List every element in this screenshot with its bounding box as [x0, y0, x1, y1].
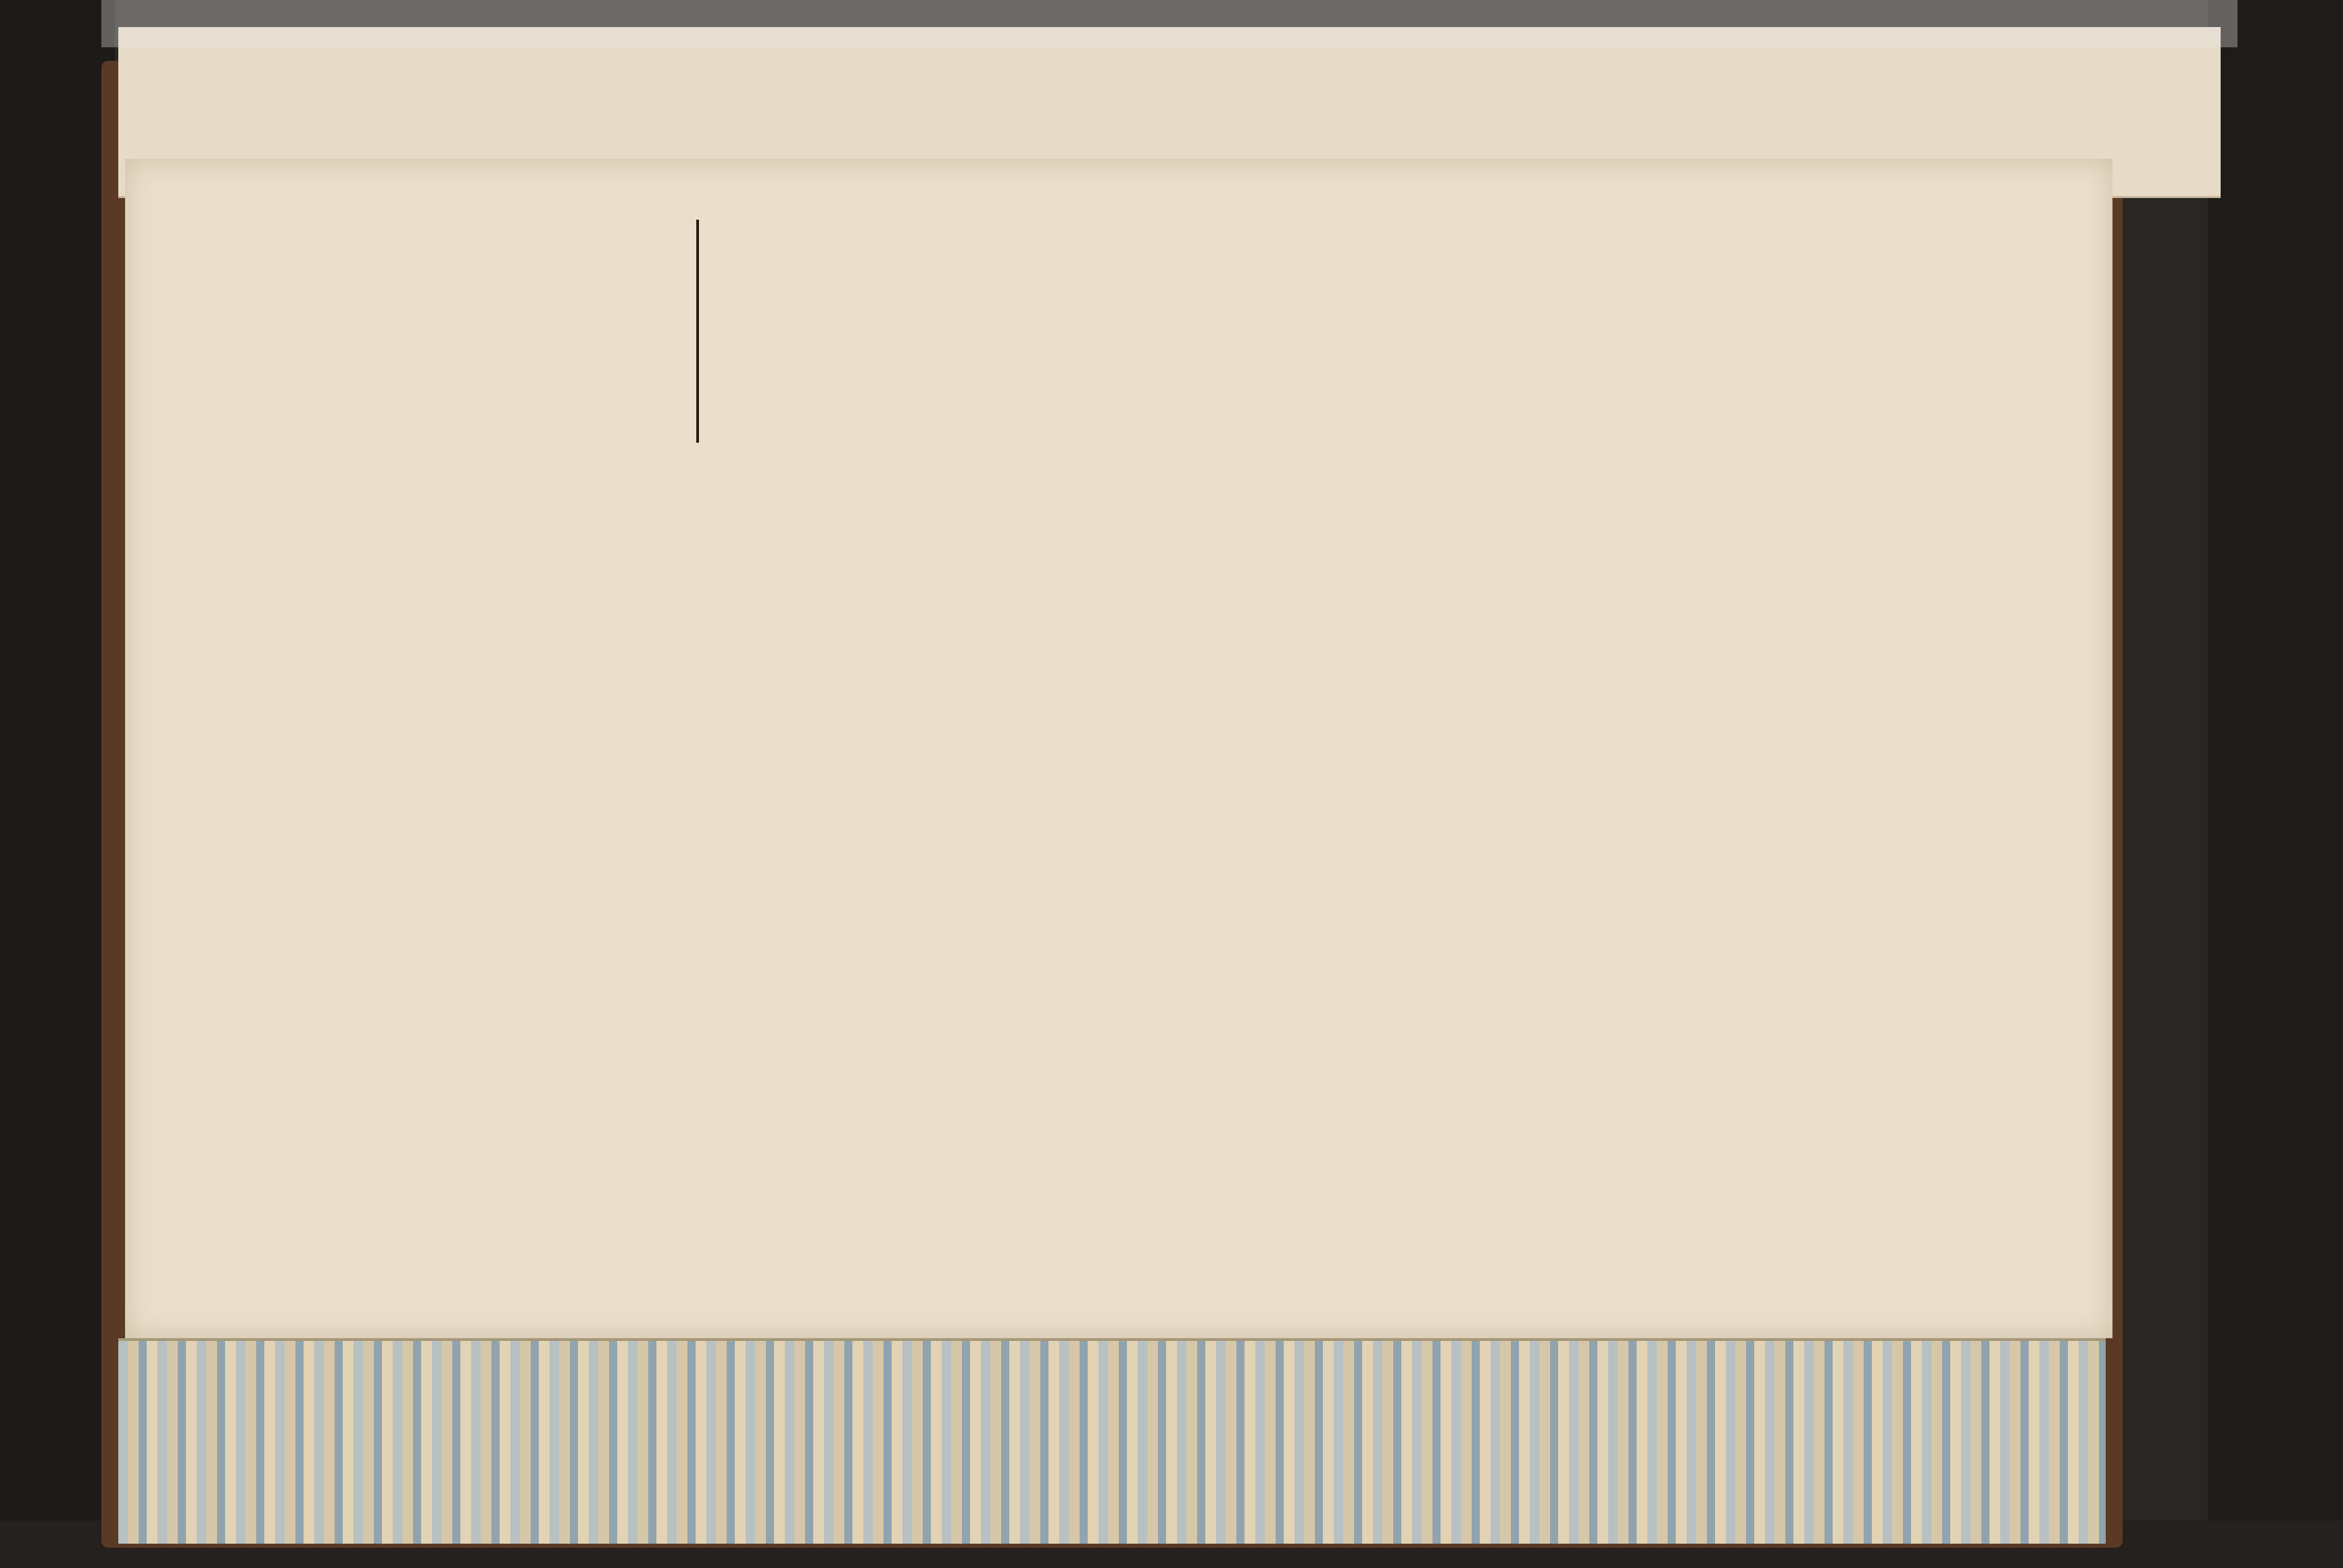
precipitation-table — [287, 193, 700, 1321]
plastic-cover-sheet — [101, 0, 2238, 47]
page-text-block — [176, 193, 1987, 1321]
dark-backdrop-left — [0, 0, 115, 1568]
dark-backdrop-right — [2208, 0, 2343, 1568]
total-rule — [696, 220, 699, 443]
page-header — [203, 193, 277, 1321]
marbled-page-edges — [118, 1338, 2106, 1544]
